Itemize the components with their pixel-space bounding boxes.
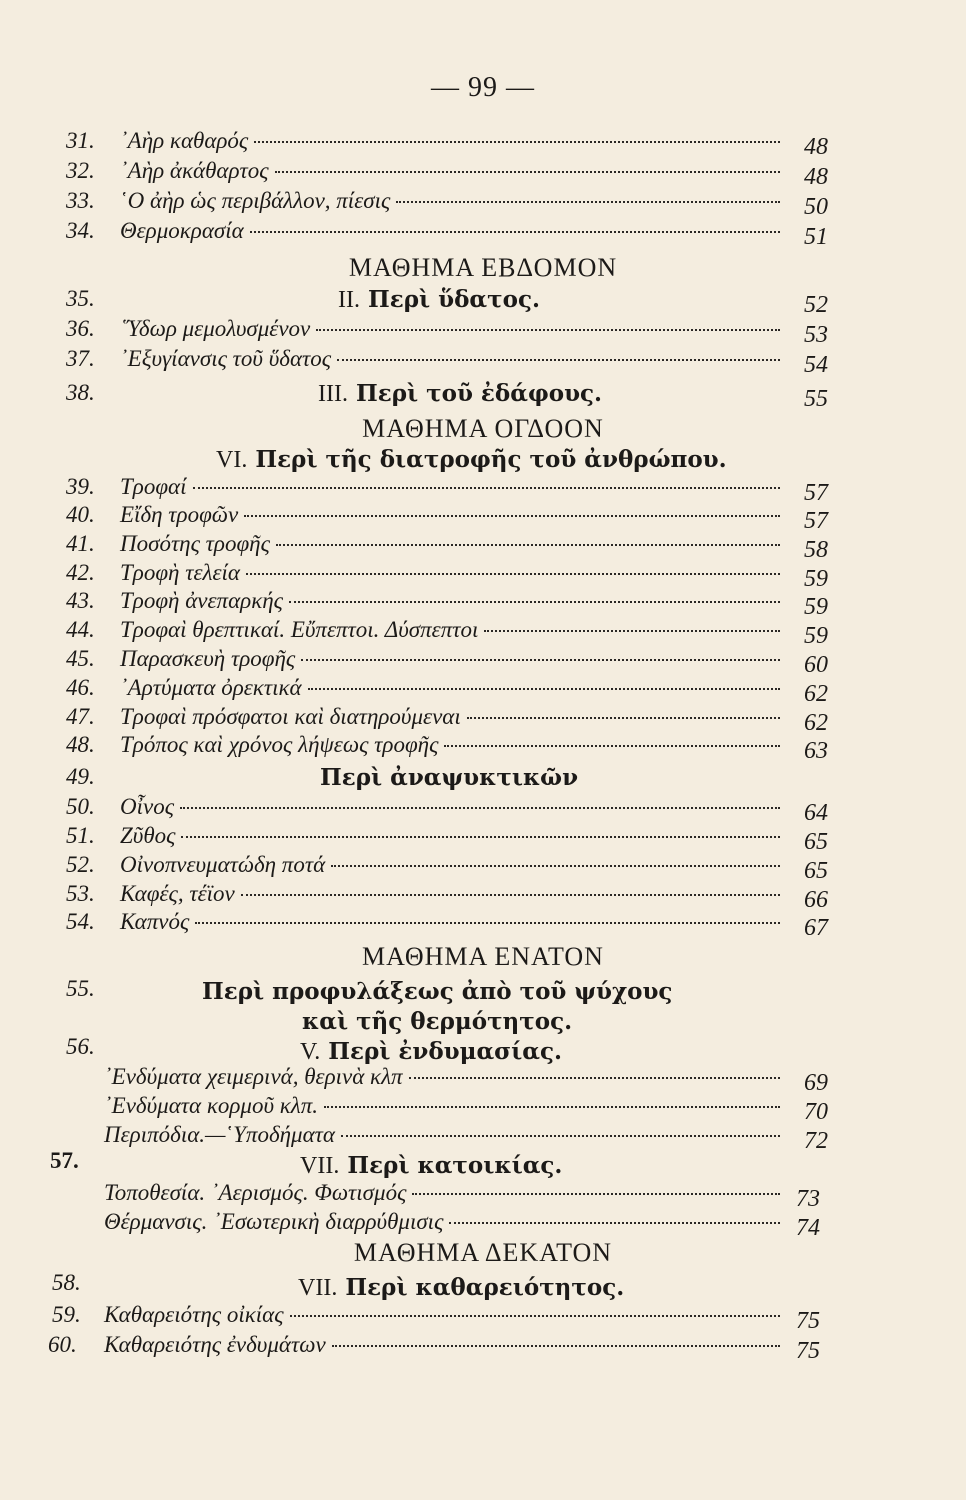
page-ref: 53 — [804, 322, 828, 348]
toc-row — [0, 128, 966, 158]
leader-dots — [276, 544, 780, 546]
leader-dots — [409, 1077, 780, 1079]
page-ref: 57 — [804, 480, 828, 506]
section-title: Περὶ προφυλάξεως ἀπὸ τοῦ ψύχους — [202, 978, 673, 1005]
leader-dots — [275, 171, 780, 173]
item-number: 31. — [66, 128, 95, 153]
page-ref: 74 — [796, 1215, 820, 1241]
leader-dots — [180, 807, 780, 809]
leader-dots — [449, 1222, 780, 1224]
leader-dots — [332, 1345, 780, 1347]
toc-row — [0, 675, 966, 705]
lesson-heading: ΜΑΘΗΜΑ ΔΕΚΑΤΟΝ — [353, 1238, 613, 1267]
item-title: Θέρμανσις. ᾿Εσωτερικὴ διαρρύθμισις — [104, 1209, 444, 1234]
leader-dots — [316, 329, 780, 331]
lesson-heading: ΜΑΘΗΜΑ ΕΝΑΤΟΝ — [362, 942, 604, 971]
item-number: 39. — [66, 474, 95, 499]
leader-dots — [337, 359, 780, 361]
item-title: ᾿Αρτύματα ὀρεκτικά — [120, 675, 302, 700]
item-number: 45. — [66, 646, 95, 671]
lesson-heading: ΜΑΘΗΜΑ ΟΓΔΟΟΝ — [362, 414, 604, 443]
section-title: II. Περὶ ὕδατος. — [338, 286, 540, 313]
leader-dots — [241, 894, 780, 896]
toc-row — [0, 852, 966, 882]
leader-dots — [396, 201, 780, 203]
page-ref: 69 — [804, 1070, 828, 1096]
item-number: 37. — [66, 346, 95, 371]
section-title: VII. Περὶ κατοικίας. — [300, 1152, 563, 1179]
item-title: ᾿Ενδύματα χειμερινά, θερινὰ κλπ — [104, 1064, 403, 1089]
leader-dots — [193, 487, 780, 489]
item-title: Καθαρειότης ἐνδυμάτων — [104, 1332, 326, 1357]
leader-dots — [246, 573, 780, 575]
item-number: 34. — [66, 218, 95, 243]
toc-row — [0, 1209, 966, 1239]
toc-row — [0, 1302, 966, 1332]
item-number: 59. — [52, 1302, 81, 1327]
item-title: Τροφαὶ θρεπτικαί. Εὔπεπτοι. Δύσπεπτοι — [120, 617, 479, 642]
toc-row — [0, 158, 966, 188]
item-number: 53. — [66, 881, 95, 906]
leader-dots — [484, 630, 780, 632]
toc-row — [0, 617, 966, 647]
section-title: VII. Περὶ καθαρειότητος. — [298, 1274, 625, 1301]
item-title: Ζῦθος — [120, 823, 176, 848]
toc-row — [0, 794, 966, 824]
toc-row — [0, 1270, 966, 1300]
item-number: 56. — [66, 1034, 95, 1059]
item-number: 60. — [48, 1332, 77, 1357]
leader-dots — [467, 717, 780, 719]
item-number: 32. — [66, 158, 95, 183]
leader-dots — [308, 688, 780, 690]
toc-row — [0, 704, 966, 734]
section-title: VI. Περὶ τῆς διατροφῆς τοῦ ἀνθρώπου. — [216, 446, 727, 473]
page-ref: 63 — [804, 738, 828, 764]
page-ref: 59 — [804, 594, 828, 620]
toc-row — [0, 1180, 966, 1210]
item-title: Θερμοκρασία — [120, 218, 244, 243]
item-number: 46. — [66, 675, 95, 700]
toc-row — [0, 346, 966, 376]
item-title: ῞Υδωρ μεμολυσμένον — [120, 316, 311, 341]
toc-row — [0, 881, 966, 911]
lesson-heading: ΜΑΘΗΜΑ ΕΒΔΟΜΟΝ — [348, 253, 618, 282]
toc-row — [0, 286, 966, 316]
item-title: Καθαρειότης οἰκίας — [104, 1302, 284, 1327]
item-title: Οἶνος — [120, 794, 175, 819]
item-title: Παρασκευὴ τροφῆς — [120, 646, 296, 671]
leader-dots — [341, 1135, 780, 1137]
item-number: 42. — [66, 560, 95, 585]
page-ref: 59 — [804, 566, 828, 592]
item-number: 54. — [66, 909, 95, 934]
page-ref: 48 — [804, 164, 828, 190]
item-title: ῾Ο ἀὴρ ὡς περιβάλλον, πίεσις — [120, 188, 391, 213]
page-ref: 52 — [804, 292, 828, 318]
item-title: Καφές, τέϊον — [120, 881, 235, 906]
item-title: Εἴδη τροφῶν — [120, 502, 239, 527]
item-number: 50. — [66, 794, 95, 819]
page-ref: 55 — [804, 386, 828, 412]
item-title: Καπνός — [120, 909, 190, 934]
toc-row — [0, 1064, 966, 1094]
item-number: 38. — [66, 380, 95, 405]
item-number: 49. — [66, 764, 95, 789]
toc-row — [0, 474, 966, 504]
leader-dots — [444, 745, 780, 747]
item-title: Τροφαὶ πρόσφατοι καὶ διατηρούμεναι — [120, 704, 461, 729]
section-title: Περὶ ἀναψυκτικῶν — [320, 764, 579, 791]
leader-dots — [181, 836, 780, 838]
item-number: 36. — [66, 316, 95, 341]
page-ref: 73 — [796, 1186, 820, 1212]
leader-dots — [244, 515, 780, 517]
toc-row — [0, 531, 966, 561]
item-number: 33. — [66, 188, 95, 213]
leader-dots — [289, 601, 780, 603]
toc-row — [0, 1093, 966, 1123]
toc-row — [0, 446, 966, 476]
item-title: Τροφαί — [120, 474, 187, 499]
toc-row — [0, 764, 966, 794]
leader-dots — [290, 1315, 780, 1317]
page-ref: 65 — [804, 829, 828, 855]
page-ref: 60 — [804, 652, 828, 678]
item-number: 52. — [66, 852, 95, 877]
page-ref: 54 — [804, 352, 828, 378]
page-ref: 48 — [804, 134, 828, 160]
toc-row — [0, 188, 966, 218]
toc-row — [0, 560, 966, 590]
page-ref: 51 — [804, 224, 828, 250]
item-number: 44. — [66, 617, 95, 642]
item-title: ᾿Εξυγίανσις τοῦ ὕδατος — [120, 346, 332, 371]
toc-row — [0, 380, 966, 410]
item-number: 40. — [66, 502, 95, 527]
toc-row — [0, 646, 966, 676]
item-number: 43. — [66, 588, 95, 613]
item-title: ᾿Αὴρ καθαρός — [120, 128, 249, 153]
page-ref: 59 — [804, 623, 828, 649]
toc-row — [0, 316, 966, 346]
leader-dots — [412, 1193, 780, 1195]
item-number: 55. — [66, 976, 95, 1001]
section-title-continued: καὶ τῆς θερμότητος. — [302, 1008, 573, 1035]
toc-row — [0, 588, 966, 618]
page-ref: 72 — [804, 1128, 828, 1154]
item-title: ᾿Αὴρ ἀκάθαρτος — [120, 158, 269, 183]
item-number: 48. — [66, 732, 95, 757]
leader-dots — [324, 1106, 780, 1108]
item-number: 57. — [50, 1148, 79, 1173]
leader-dots — [301, 659, 780, 661]
page-ref: 67 — [804, 915, 828, 941]
page-ref: 65 — [804, 858, 828, 884]
leader-dots — [250, 231, 780, 233]
page-ref: 57 — [804, 508, 828, 534]
toc-row — [0, 1332, 966, 1362]
page-ref: 62 — [804, 681, 828, 707]
page-ref: 58 — [804, 537, 828, 563]
section-title: III. Περὶ τοῦ ἐδάφους. — [318, 380, 603, 407]
leader-dots — [331, 865, 780, 867]
toc-row — [0, 909, 966, 939]
toc-row — [0, 732, 966, 762]
item-title: Τροφὴ ἀνεπαρκής — [120, 588, 283, 613]
toc-row — [0, 1148, 966, 1178]
item-title: Περιπόδια.—῾Υποδήματα — [104, 1122, 335, 1147]
page-ref: 64 — [804, 800, 828, 826]
item-number: 41. — [66, 531, 95, 556]
toc-row — [0, 823, 966, 853]
item-number: 58. — [52, 1270, 81, 1295]
toc-row — [0, 976, 966, 1006]
page-ref: 70 — [804, 1099, 828, 1125]
item-number: 35. — [66, 286, 95, 311]
item-title: Ποσότης τροφῆς — [120, 531, 270, 556]
page-number: — 99 — — [431, 72, 535, 103]
leader-dots — [195, 922, 780, 924]
toc-row — [0, 1034, 966, 1064]
item-number: 47. — [66, 704, 95, 729]
page-ref: 50 — [804, 194, 828, 220]
page-ref: 66 — [804, 887, 828, 913]
item-title: Τοποθεσία. ᾿Αερισμός. Φωτισμός — [104, 1180, 407, 1205]
toc-row — [0, 218, 966, 248]
page-ref: 62 — [804, 710, 828, 736]
page-ref: 75 — [796, 1308, 820, 1334]
toc-row — [0, 502, 966, 532]
leader-dots — [254, 141, 780, 143]
item-title: Τρόπος καὶ χρόνος λήψεως τροφῆς — [120, 732, 439, 757]
page-ref: 75 — [796, 1338, 820, 1364]
item-title: Τροφὴ τελεία — [120, 560, 240, 585]
item-title: Οἰνοπνευματώδη ποτά — [120, 852, 326, 877]
section-title: V. Περὶ ἐνδυμασίας. — [300, 1038, 562, 1065]
item-number: 51. — [66, 823, 95, 848]
item-title: ᾿Ενδύματα κορμοῦ κλπ. — [104, 1093, 319, 1118]
